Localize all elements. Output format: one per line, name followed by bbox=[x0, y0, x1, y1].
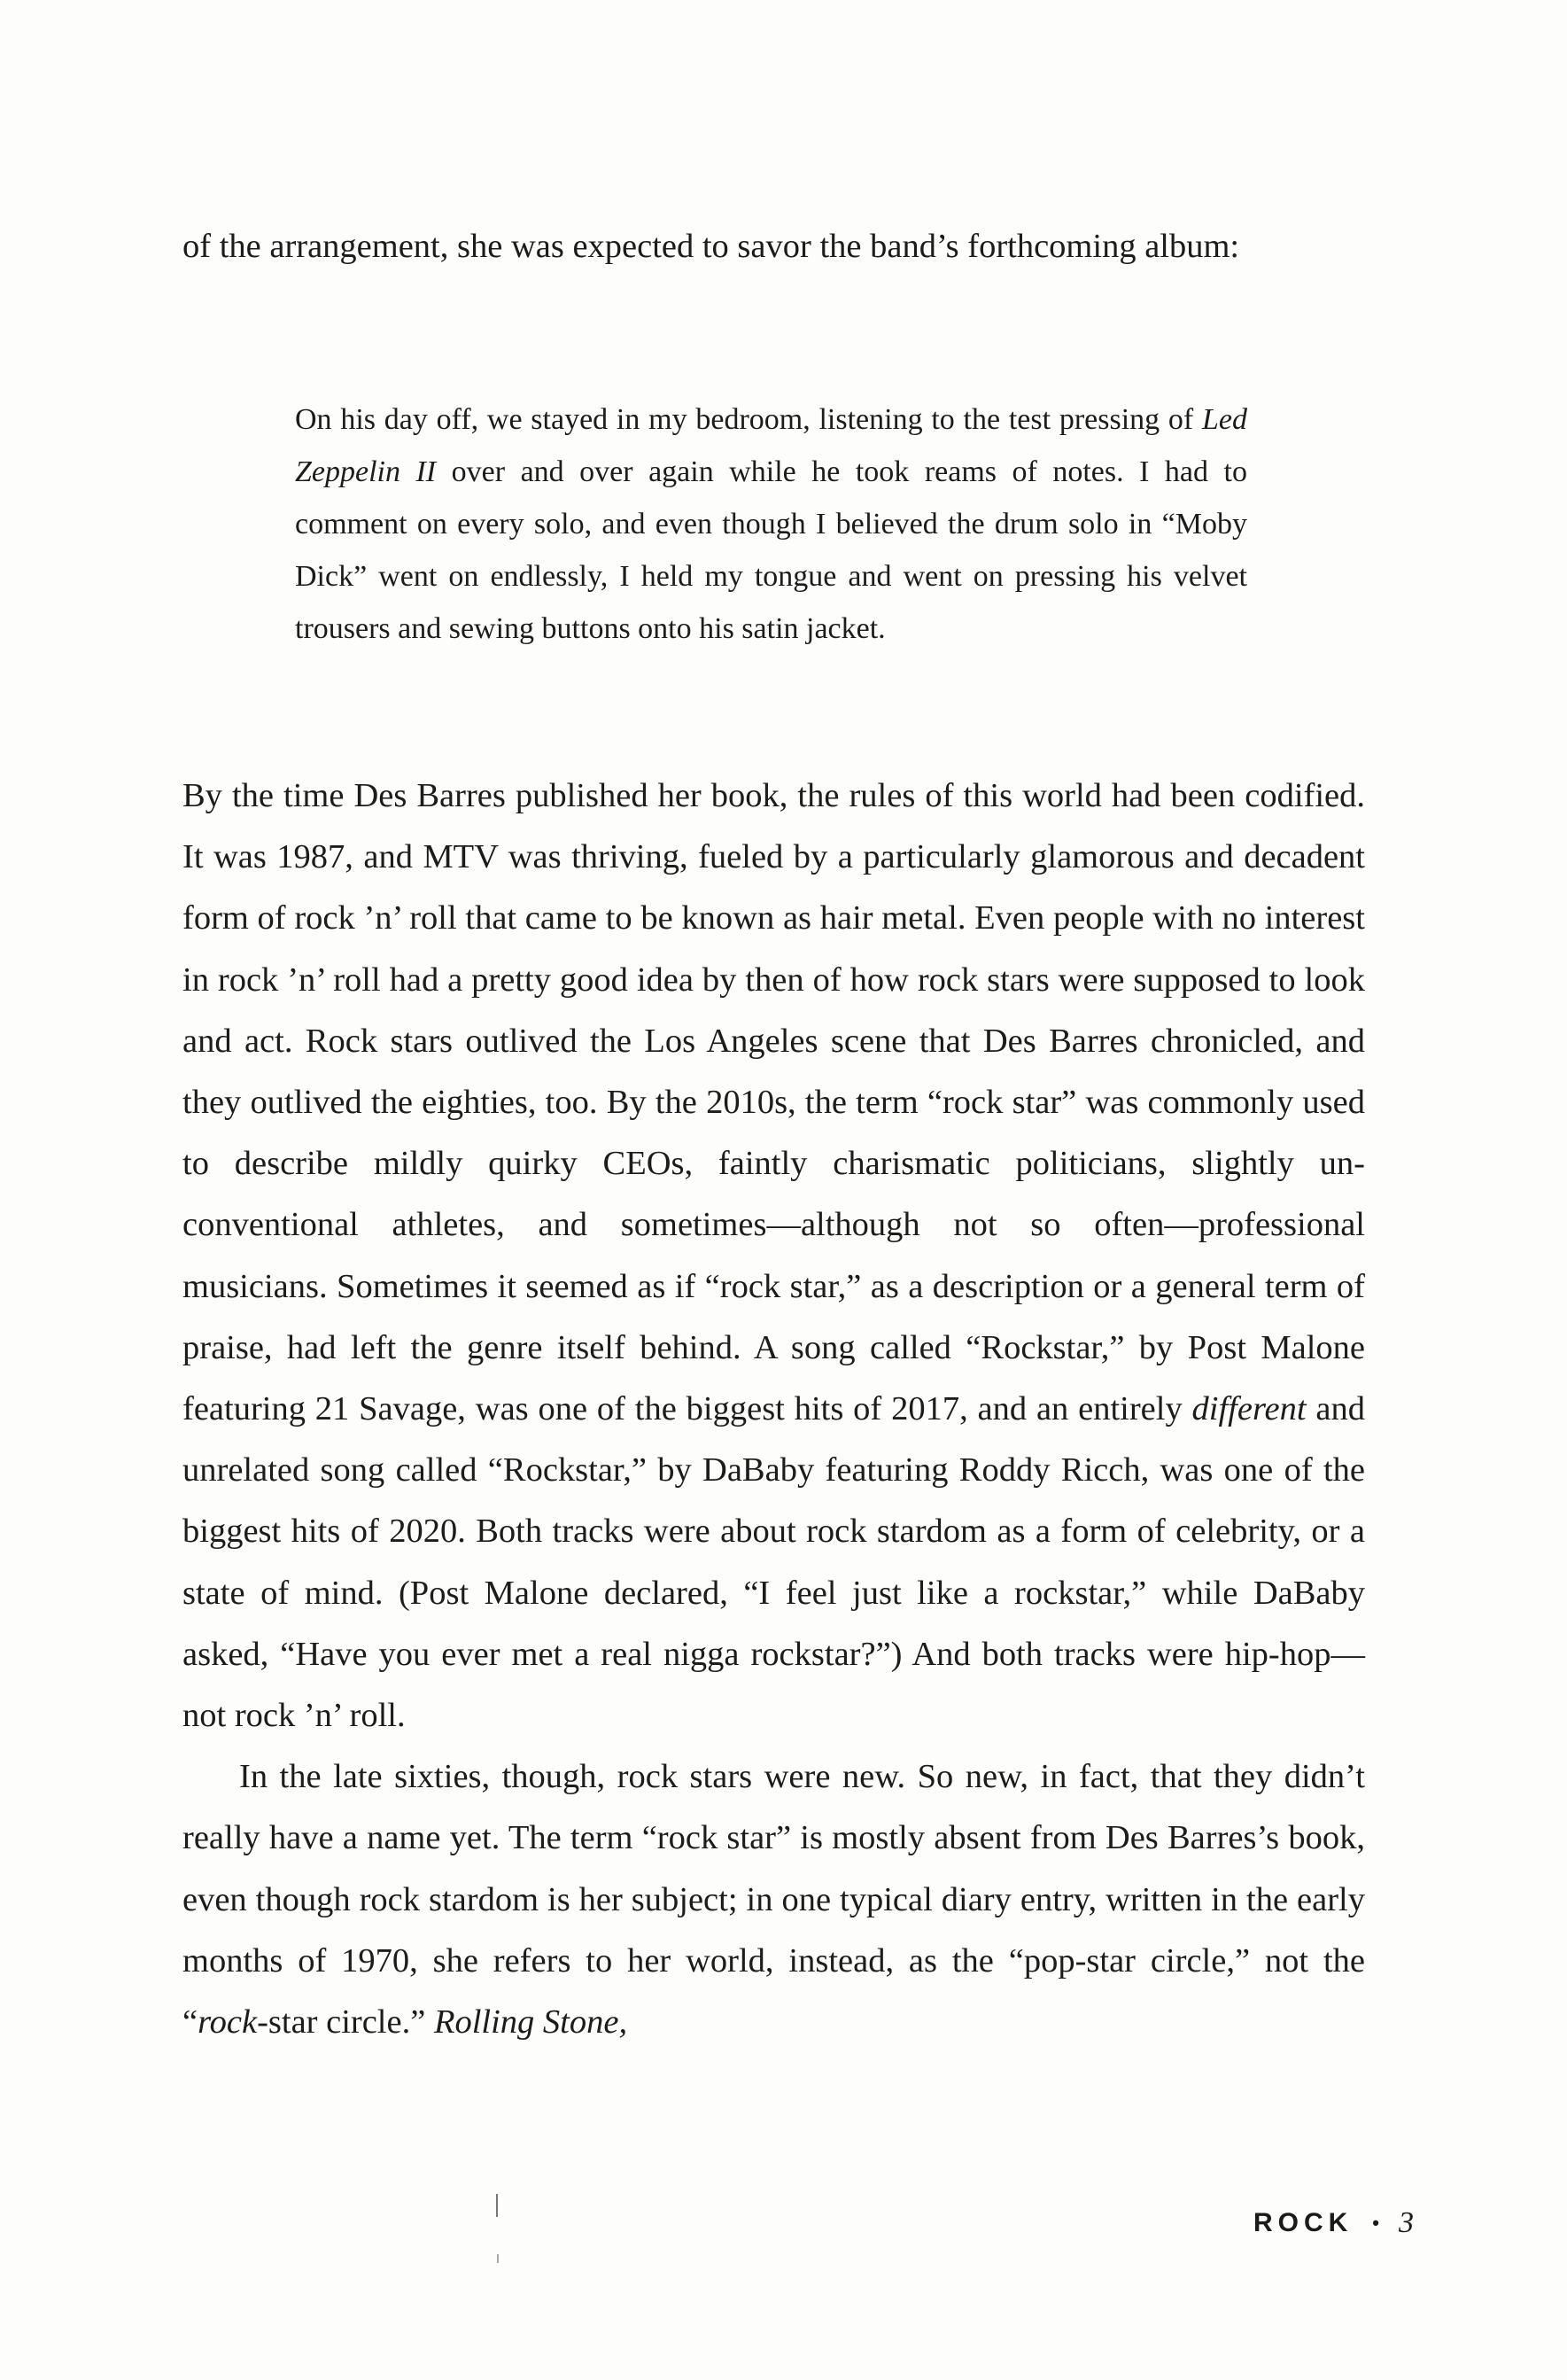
body-text bbox=[182, 766, 1365, 2053]
paragraph-2 bbox=[182, 1746, 1365, 2053]
scan-mark bbox=[496, 2194, 498, 2217]
paragraph-2-part-1: In the late sixties, though, rock stars were new. So new, in fact, that they didn’t really have a name yet. The term “rock star” is mostly absent from Des Barres’s book, even though rock stardom is her subject; in one typical diary entry, written in the early months of 1970, she refers to her world, instead, as the “pop-star circle,” not the “ bbox=[182, 1758, 1365, 2042]
quote-text-after: over and over again while he took reams of notes. I had to comment on every solo, and even though I believed the drum solo in “Moby Dick” went on endlessly, I held my tongue and went on pressing his velvet trousers and sewing buttons onto his satin jacket. bbox=[295, 455, 1247, 645]
footer-separator: • bbox=[1372, 2212, 1379, 2234]
paragraph-1-emphasis: different bbox=[1191, 1390, 1307, 1428]
paragraph-2-emphasis: rock bbox=[198, 2003, 258, 2042]
quote-album-title: Led Zeppelin II bbox=[295, 403, 1247, 488]
opening-paragraph-block bbox=[182, 216, 1365, 277]
scan-mark bbox=[497, 2254, 499, 2263]
footer-section-title: ROCK bbox=[1253, 2208, 1354, 2237]
paragraph-2-magazine: Rolling Stone, bbox=[433, 2003, 628, 2042]
paragraph-1-part-1: By the time Des Barres published her book, the rules of this world had been codified. It was 1987, and MTV was thriving, fueled by a particularly glamorous and decadent form of rock ’n’ roll that came to be known as hair metal. Even people with no interest in rock ’n’ roll had a pretty good idea by then of how rock stars were supposed to look and act. Rock stars outlived the Los Angeles scene that Des Barres chronicled, and they outlived the eighties, too. By the 2010s, the term “rock star” was commonly used to describe mildly quirky CEOs, faintly charismatic politicians, slightly unconventional athletes, and sometimes—although not so often—professional musicians. Sometimes it seemed as if “rock star,” as a description or a general term of praise, had left the genre itself behind. A song called “Rockstar,” by Post Malone featuring 21 Savage, was one of the biggest hits of 2017, and an entirely bbox=[182, 777, 1365, 1428]
running-footer bbox=[1253, 2206, 1414, 2240]
quote-text-before: On his day off, we stayed in my bedroom, listening to the test pressing of bbox=[295, 403, 1202, 436]
block-quote bbox=[295, 393, 1247, 655]
paragraph-1 bbox=[182, 766, 1365, 1746]
opening-paragraph: of the arrangement, she was expected to savor the band’s forthcoming album: bbox=[182, 228, 1240, 265]
page-number: 3 bbox=[1399, 2206, 1414, 2239]
paragraph-2-part-2: -star circle.” bbox=[257, 2003, 434, 2042]
paragraph-1-part-2: and unrelated song called “Rockstar,” by DaBaby featuring Roddy Ricch, was one of the biggest hits of 2020. Both tracks were about rock stardom as a form of celebrity, or a state of mind. (Post Malone declared, “I feel just like a rockstar,” while DaBaby asked, “Have you ever met a real nigga rockstar?”) And both tracks were hip-hop—not rock ’n’ roll. bbox=[182, 1390, 1365, 1735]
